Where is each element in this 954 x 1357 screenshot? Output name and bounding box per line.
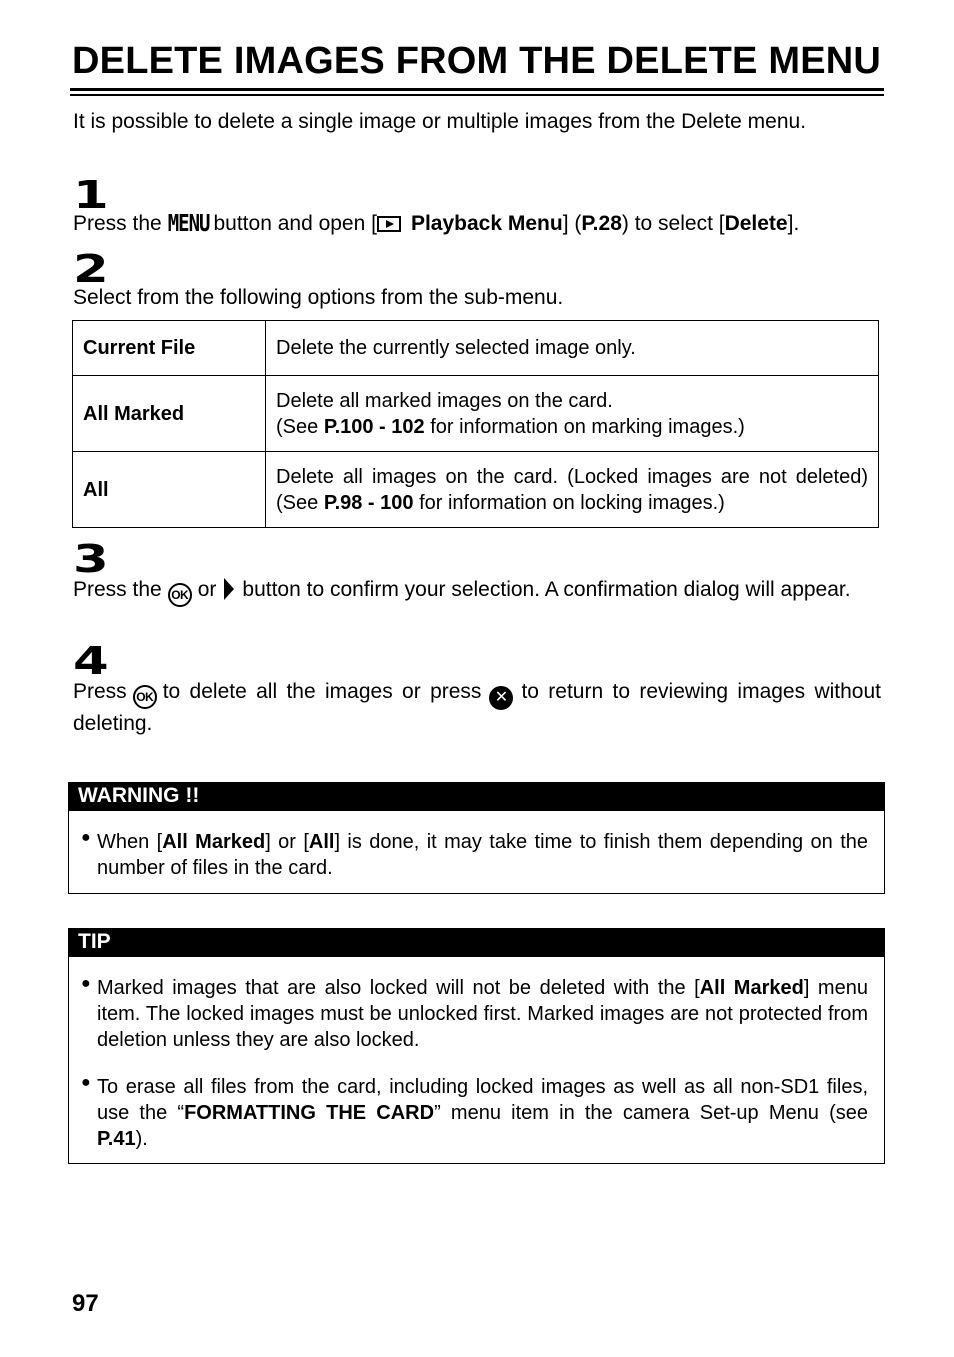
options-table <box>72 320 879 528</box>
tip-item-2: To erase all files from the card, including locked images as well as all non-SD1 files, use the “FORMATTING THE CARD” menu item in the camera Set-up Menu (see P.41). <box>97 1076 868 1150</box>
step-3-number: 3 <box>73 537 109 581</box>
playback-icon <box>377 216 401 232</box>
bullet-icon: ● <box>81 829 91 846</box>
step-1-number: 1 <box>73 173 109 217</box>
page-number: 97 <box>72 1290 99 1317</box>
step-2-number: 2 <box>73 247 109 291</box>
step-1-text: Press the MENU button and open [ Playback Menu] (P.28) to select [Delete]. <box>73 210 800 238</box>
ok-button-icon: OK <box>168 583 192 607</box>
bullet-icon: ● <box>81 1074 91 1091</box>
step-4-text: Press OK to delete all the images or press ✕ to return to reviewing images without deleting. <box>73 680 882 735</box>
step-2-text: Select from the following options from the sub-menu. <box>73 286 564 309</box>
step-4-number: 4 <box>73 639 109 683</box>
step-3-text: Press the OK or button to confirm your selection. A confirmation dialog will appear. <box>73 576 881 607</box>
tip-heading: TIP <box>68 928 885 956</box>
option-description: Delete the currently selected image only. <box>266 321 879 376</box>
cancel-x-icon: ✕ <box>489 686 513 710</box>
option-description: Delete all images on the card. (Locked images are not deleted) (See P.98 - 100 for information on locking images.) <box>266 452 879 528</box>
option-key: All Marked <box>73 376 266 452</box>
title-rule-thick <box>70 88 884 91</box>
bullet-icon: ● <box>81 975 91 992</box>
ok-button-icon: OK <box>133 685 157 709</box>
tip-box <box>68 956 885 1164</box>
table-row <box>73 376 879 452</box>
title-rule-thin <box>70 94 884 96</box>
table-row <box>73 452 879 528</box>
option-key: All <box>73 452 266 528</box>
tip-item-1: Marked images that are also locked will not be deleted with the [All Marked] menu item. The locked images must be unlocked first. Marked images are not protected from deletion unless they are also locked. <box>97 977 868 1051</box>
right-arrow-icon <box>224 578 234 600</box>
table-row <box>73 321 879 376</box>
option-description: Delete all marked images on the card. (See P.100 - 102 for information on marking images.) <box>266 376 879 452</box>
intro-paragraph: It is possible to delete a single image or multiple images from the Delete menu. <box>73 110 807 133</box>
warning-heading: WARNING !! <box>68 782 885 810</box>
option-key: Current File <box>73 321 266 376</box>
warning-box <box>68 810 885 894</box>
warning-text: When [All Marked] or [All] is done, it may take time to finish them depending on the number of files in the card. <box>97 831 868 879</box>
page-title: DELETE IMAGES FROM THE DELETE MENU <box>72 40 882 82</box>
menu-button-icon: MENU <box>167 210 210 238</box>
